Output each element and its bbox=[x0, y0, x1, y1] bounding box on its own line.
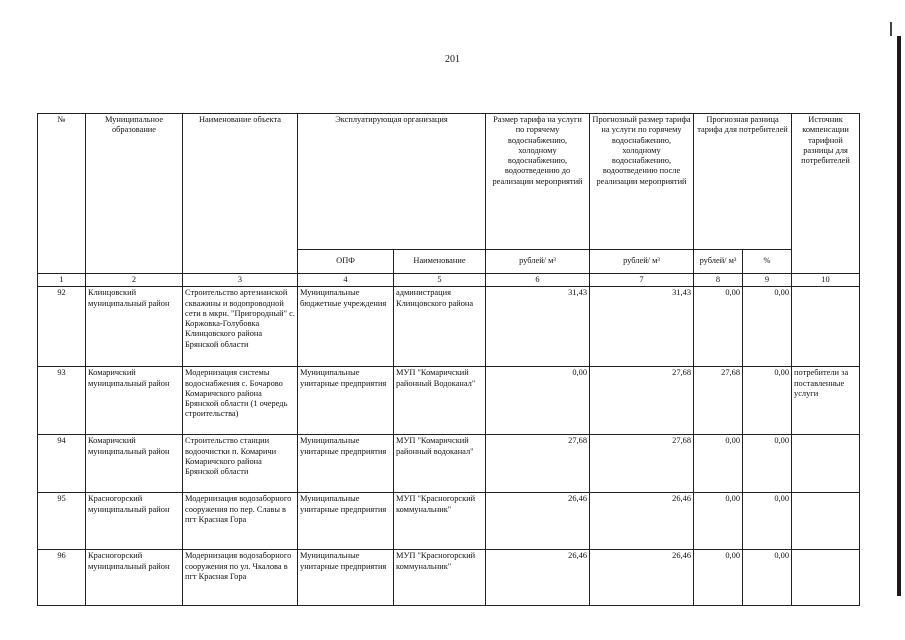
row-municipality: Красногорский муниципальный район bbox=[86, 550, 183, 606]
header-tariff-after: Прогнозный размер тарифа на услуги по горячему водоснабжению, холодному водоснабжению, водоотведению после реализации мероприятий bbox=[590, 114, 694, 250]
row-tariff-before: 31,43 bbox=[486, 287, 590, 367]
row-diff-rub: 0,00 bbox=[694, 287, 743, 367]
header-unit-before: рублей/ м³ bbox=[486, 250, 590, 274]
column-number: 6 bbox=[486, 274, 590, 287]
column-number-row bbox=[38, 274, 860, 287]
row-number: 96 bbox=[38, 550, 86, 606]
header-source: Источник компенсации тарифной разницы для потребителей bbox=[792, 114, 860, 274]
column-number: 9 bbox=[743, 274, 792, 287]
header-unit-after: рублей/ м³ bbox=[590, 250, 694, 274]
column-number: 4 bbox=[298, 274, 394, 287]
row-tariff-after: 27,68 bbox=[590, 367, 694, 435]
row-tariff-before: 0,00 bbox=[486, 367, 590, 435]
header-tariff-before: Размер тарифа на услуги по горячему водоснабжению, холодному водоснабжению, водоотведению до реализации мероприятий bbox=[486, 114, 590, 250]
row-organization-name: МУП "Комаричский районный Водоканал" bbox=[394, 367, 486, 435]
row-number: 95 bbox=[38, 493, 86, 550]
row-municipality: Комаричский муниципальный район bbox=[86, 367, 183, 435]
table-row bbox=[38, 367, 860, 435]
row-organization-name: МУП "Комаричский районный водоканал" bbox=[394, 435, 486, 493]
header-row-main bbox=[38, 114, 860, 250]
column-number: 10 bbox=[792, 274, 860, 287]
row-opf: Муниципальные унитарные предприятия bbox=[298, 367, 394, 435]
scan-edge-bar bbox=[897, 36, 901, 596]
row-municipality: Комаричский муниципальный район bbox=[86, 435, 183, 493]
row-number: 94 bbox=[38, 435, 86, 493]
page-number: 201 bbox=[445, 54, 460, 65]
scan-edge-tick bbox=[890, 22, 892, 36]
row-diff-rub: 0,00 bbox=[694, 550, 743, 606]
row-opf: Муниципальные бюджетные учреждения bbox=[298, 287, 394, 367]
column-number: 2 bbox=[86, 274, 183, 287]
row-organization-name: МУП "Красногорский коммунальник" bbox=[394, 493, 486, 550]
column-number: 8 bbox=[694, 274, 743, 287]
row-diff-percent: 0,00 bbox=[743, 435, 792, 493]
row-diff-rub: 0,00 bbox=[694, 435, 743, 493]
row-tariff-after: 31,43 bbox=[590, 287, 694, 367]
header-unit-diff: рублей/ м³ bbox=[694, 250, 743, 274]
table-row bbox=[38, 435, 860, 493]
row-number: 93 bbox=[38, 367, 86, 435]
header-municipality: Муниципальное образование bbox=[86, 114, 183, 274]
row-diff-percent: 0,00 bbox=[743, 287, 792, 367]
header-no: № bbox=[38, 114, 86, 274]
tariff-table bbox=[37, 113, 860, 606]
row-source bbox=[792, 550, 860, 606]
row-tariff-after: 26,46 bbox=[590, 550, 694, 606]
row-tariff-before: 27,68 bbox=[486, 435, 590, 493]
column-number: 1 bbox=[38, 274, 86, 287]
column-number: 3 bbox=[183, 274, 298, 287]
row-number: 92 bbox=[38, 287, 86, 367]
row-organization-name: администрация Клинцовского района bbox=[394, 287, 486, 367]
row-organization-name: МУП "Красногорский коммунальник" bbox=[394, 550, 486, 606]
row-source bbox=[792, 435, 860, 493]
row-diff-percent: 0,00 bbox=[743, 493, 792, 550]
column-number: 7 bbox=[590, 274, 694, 287]
table-row bbox=[38, 550, 860, 606]
row-object: Строительство артезианской скважины и водопроводной сети в мкрн. "Пригородный" с. Коржовка-Голубовка Клинцовского района Брянской области bbox=[183, 287, 298, 367]
row-opf: Муниципальные унитарные предприятия bbox=[298, 435, 394, 493]
header-diff: Прогнозная разница тарифа для потребителей bbox=[694, 114, 792, 250]
column-number: 5 bbox=[394, 274, 486, 287]
row-opf: Муниципальные унитарные предприятия bbox=[298, 493, 394, 550]
row-source bbox=[792, 287, 860, 367]
row-diff-percent: 0,00 bbox=[743, 550, 792, 606]
header-percent: % bbox=[743, 250, 792, 274]
row-municipality: Красногорский муниципальный район bbox=[86, 493, 183, 550]
header-opf: ОПФ bbox=[298, 250, 394, 274]
row-source: потребители за поставленные услуги bbox=[792, 367, 860, 435]
row-object: Модернизация водозаборного сооружения по ул. Чкалова в пгт Красная Гора bbox=[183, 550, 298, 606]
row-diff-rub: 27,68 bbox=[694, 367, 743, 435]
row-object: Модернизация водозаборного сооружения по пер. Славы в пгт Красная Гора bbox=[183, 493, 298, 550]
row-tariff-before: 26,46 bbox=[486, 550, 590, 606]
row-tariff-after: 27,68 bbox=[590, 435, 694, 493]
row-opf: Муниципальные унитарные предприятия bbox=[298, 550, 394, 606]
row-source bbox=[792, 493, 860, 550]
row-diff-rub: 0,00 bbox=[694, 493, 743, 550]
table-row bbox=[38, 287, 860, 367]
row-municipality: Клинцовский муниципальный район bbox=[86, 287, 183, 367]
row-diff-percent: 0,00 bbox=[743, 367, 792, 435]
row-object: Модернизация системы водоснабжения с. Бочарово Комаричского района Брянской области (1 очередь строительства) bbox=[183, 367, 298, 435]
header-operator: Эксплуатирующая организация bbox=[298, 114, 486, 250]
row-tariff-after: 26,46 bbox=[590, 493, 694, 550]
table-row bbox=[38, 493, 860, 550]
header-object: Наименование объекта bbox=[183, 114, 298, 274]
header-name: Наименование bbox=[394, 250, 486, 274]
row-object: Строительство станции водоочистки п. Комаричи Комаричского района Брянской области bbox=[183, 435, 298, 493]
row-tariff-before: 26,46 bbox=[486, 493, 590, 550]
